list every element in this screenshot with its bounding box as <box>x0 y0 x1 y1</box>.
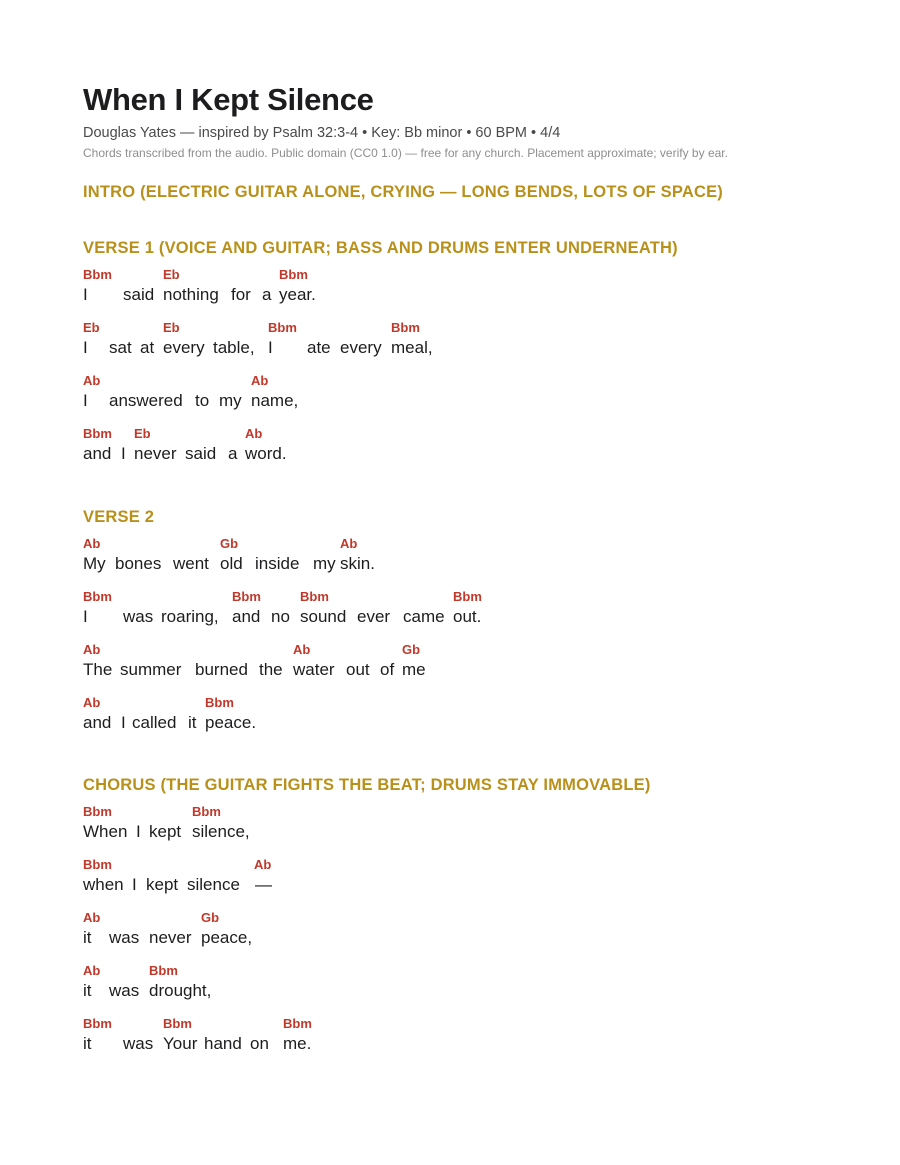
section-heading-intro: INTRO (ELECTRIC GUITAR ALONE, CRYING — LONG BENDS, LOTS OF SPACE) <box>83 183 723 201</box>
chord: Bbm <box>83 426 112 441</box>
transcription-note: Chords transcribed from the audio. Public domain (CC0 1.0) — free for any church. Placement approximate; verify by ear. <box>83 146 728 160</box>
lyric-word: meal, <box>391 338 433 357</box>
chord: Gb <box>201 910 220 925</box>
lyric-text <box>83 285 883 309</box>
lyric-text <box>83 554 883 578</box>
lyric-word: said <box>123 285 155 304</box>
lyric-line <box>83 695 883 745</box>
lyric-line <box>83 963 883 1013</box>
chord: Ab <box>83 963 101 978</box>
lyric-word: word. <box>245 444 287 463</box>
chord: Bbm <box>83 267 112 282</box>
lyric-word: it <box>83 981 92 1000</box>
lyric-word: drought, <box>149 981 212 1000</box>
lyric-word: I <box>121 713 126 732</box>
chord: Bbm <box>149 963 178 978</box>
chord: Eb <box>83 320 100 335</box>
lyric-text <box>83 391 883 415</box>
lyric-word: — <box>255 875 272 894</box>
lyric-line <box>83 642 883 692</box>
chord: Ab <box>83 695 101 710</box>
lyric-word: to <box>195 391 210 410</box>
lyric-line <box>83 320 883 370</box>
lyric-word: When <box>83 822 128 841</box>
lyric-word: roaring, <box>161 607 219 626</box>
chord: Ab <box>245 426 263 441</box>
lyric-word: was <box>109 981 140 1000</box>
lyric-word: silence <box>187 875 240 894</box>
lyric-word: nothing <box>163 285 219 304</box>
chord: Bbm <box>205 695 234 710</box>
lyric-word: year. <box>279 285 316 304</box>
lyric-word: out. <box>453 607 482 626</box>
lyric-word: I <box>268 338 273 357</box>
lyric-text <box>83 822 883 846</box>
lyric-word: water <box>293 660 335 679</box>
chord: Gb <box>220 536 239 551</box>
chord: Bbm <box>83 804 112 819</box>
lyric-word: my <box>219 391 242 410</box>
lyric-line <box>83 857 883 907</box>
lyric-word: when <box>83 875 124 894</box>
chord: Eb <box>134 426 151 441</box>
lyric-word: ever <box>357 607 391 626</box>
lyric-word: peace, <box>201 928 253 947</box>
lyric-text <box>83 875 883 899</box>
lyric-word: ate <box>307 338 331 357</box>
lyric-word: sound <box>300 607 347 626</box>
lyric-text <box>83 607 883 631</box>
song-title: When I Kept Silence <box>83 82 374 117</box>
chord: Bbm <box>279 267 308 282</box>
lyric-word: the <box>259 660 283 679</box>
lyric-word: The <box>83 660 113 679</box>
lyric-word: never <box>149 928 192 947</box>
lyric-word: every <box>340 338 382 357</box>
lyric-word: burned <box>195 660 248 679</box>
lyric-word: no <box>271 607 290 626</box>
lyric-word: I <box>132 875 137 894</box>
lyric-word: was <box>123 1034 154 1053</box>
chord: Bbm <box>300 589 329 604</box>
lyric-line <box>83 536 883 586</box>
lyric-word: me <box>402 660 426 679</box>
chord: Ab <box>251 373 269 388</box>
lyric-word: I <box>83 338 88 357</box>
lyric-word: hand <box>204 1034 242 1053</box>
lyric-word: every <box>163 338 205 357</box>
chord: Bbm <box>283 1016 312 1031</box>
chord: Eb <box>163 267 180 282</box>
lyric-word: said <box>185 444 217 463</box>
lyric-word: went <box>173 554 209 573</box>
lyric-word: it <box>83 928 92 947</box>
chord: Bbm <box>232 589 261 604</box>
lyric-word: at <box>140 338 155 357</box>
lyric-word: I <box>83 285 88 304</box>
lyric-word: name, <box>251 391 299 410</box>
lyric-word: answered <box>109 391 183 410</box>
chord: Bbm <box>83 857 112 872</box>
lyric-line <box>83 267 883 317</box>
lyric-line <box>83 373 883 423</box>
lyric-word: was <box>109 928 140 947</box>
chord: Bbm <box>163 1016 192 1031</box>
lyric-word: my <box>313 554 336 573</box>
lyric-word: silence, <box>192 822 250 841</box>
lyric-line <box>83 910 883 960</box>
lyric-word: me. <box>283 1034 312 1053</box>
chord: Ab <box>340 536 358 551</box>
section-heading-verse-2: VERSE 2 <box>83 508 155 526</box>
chord: Bbm <box>192 804 221 819</box>
song-subtitle: Douglas Yates — inspired by Psalm 32:3-4 • Key: Bb minor • 60 BPM • 4/4 <box>83 125 561 141</box>
lyric-word: a <box>228 444 238 463</box>
lyric-word: was <box>123 607 154 626</box>
lyric-word: old <box>220 554 243 573</box>
lyric-word: My <box>83 554 106 573</box>
chord: Bbm <box>83 1016 112 1031</box>
lyric-word: sat <box>109 338 132 357</box>
lyric-word: a <box>262 285 272 304</box>
lyric-word: peace. <box>205 713 257 732</box>
lyric-line <box>83 804 883 854</box>
lyric-word: and <box>83 713 112 732</box>
lyric-line <box>83 426 883 476</box>
lyric-word: bones <box>115 554 162 573</box>
lyric-word: Your <box>163 1034 198 1053</box>
lyric-word: out <box>346 660 370 679</box>
lyric-text <box>83 660 883 684</box>
lyric-word: I <box>83 607 88 626</box>
lyric-word: I <box>121 444 126 463</box>
lyric-text <box>83 981 883 1005</box>
lyric-word: it <box>188 713 197 732</box>
lyric-text <box>83 928 883 952</box>
lyric-word: inside <box>255 554 300 573</box>
chord: Gb <box>402 642 421 657</box>
section-heading-chorus: CHORUS (THE GUITAR FIGHTS THE BEAT; DRUMS STAY IMMOVABLE) <box>83 776 651 794</box>
lyric-word: and <box>232 607 261 626</box>
lyric-word: kept <box>149 822 182 841</box>
chord: Bbm <box>391 320 420 335</box>
lyric-word: I <box>136 822 141 841</box>
lyric-word: of <box>380 660 395 679</box>
lyric-word: skin. <box>340 554 375 573</box>
lyric-word: never <box>134 444 177 463</box>
chord: Bbm <box>453 589 482 604</box>
chord: Bbm <box>83 589 112 604</box>
lyric-word: summer <box>120 660 182 679</box>
lyric-word: on <box>250 1034 269 1053</box>
lyric-line <box>83 589 883 639</box>
chord: Ab <box>83 642 101 657</box>
chord: Ab <box>83 910 101 925</box>
lyric-word: I <box>83 391 88 410</box>
chord: Ab <box>83 373 101 388</box>
lyric-word: kept <box>146 875 179 894</box>
lyric-word: table, <box>213 338 255 357</box>
lyric-text <box>83 713 883 737</box>
chord: Ab <box>254 857 272 872</box>
lyric-word: it <box>83 1034 92 1053</box>
lyric-word: and <box>83 444 112 463</box>
section-heading-verse-1: VERSE 1 (VOICE AND GUITAR; BASS AND DRUMS ENTER UNDERNEATH) <box>83 239 678 257</box>
chord: Ab <box>83 536 101 551</box>
lyric-word: came <box>403 607 445 626</box>
lyric-text <box>83 444 883 468</box>
lyric-text <box>83 338 883 362</box>
lyric-word: called <box>132 713 177 732</box>
chord: Eb <box>163 320 180 335</box>
chord: Ab <box>293 642 311 657</box>
lyric-text <box>83 1034 883 1058</box>
chord: Bbm <box>268 320 297 335</box>
lyric-line <box>83 1016 883 1066</box>
lyric-word: for <box>231 285 251 304</box>
